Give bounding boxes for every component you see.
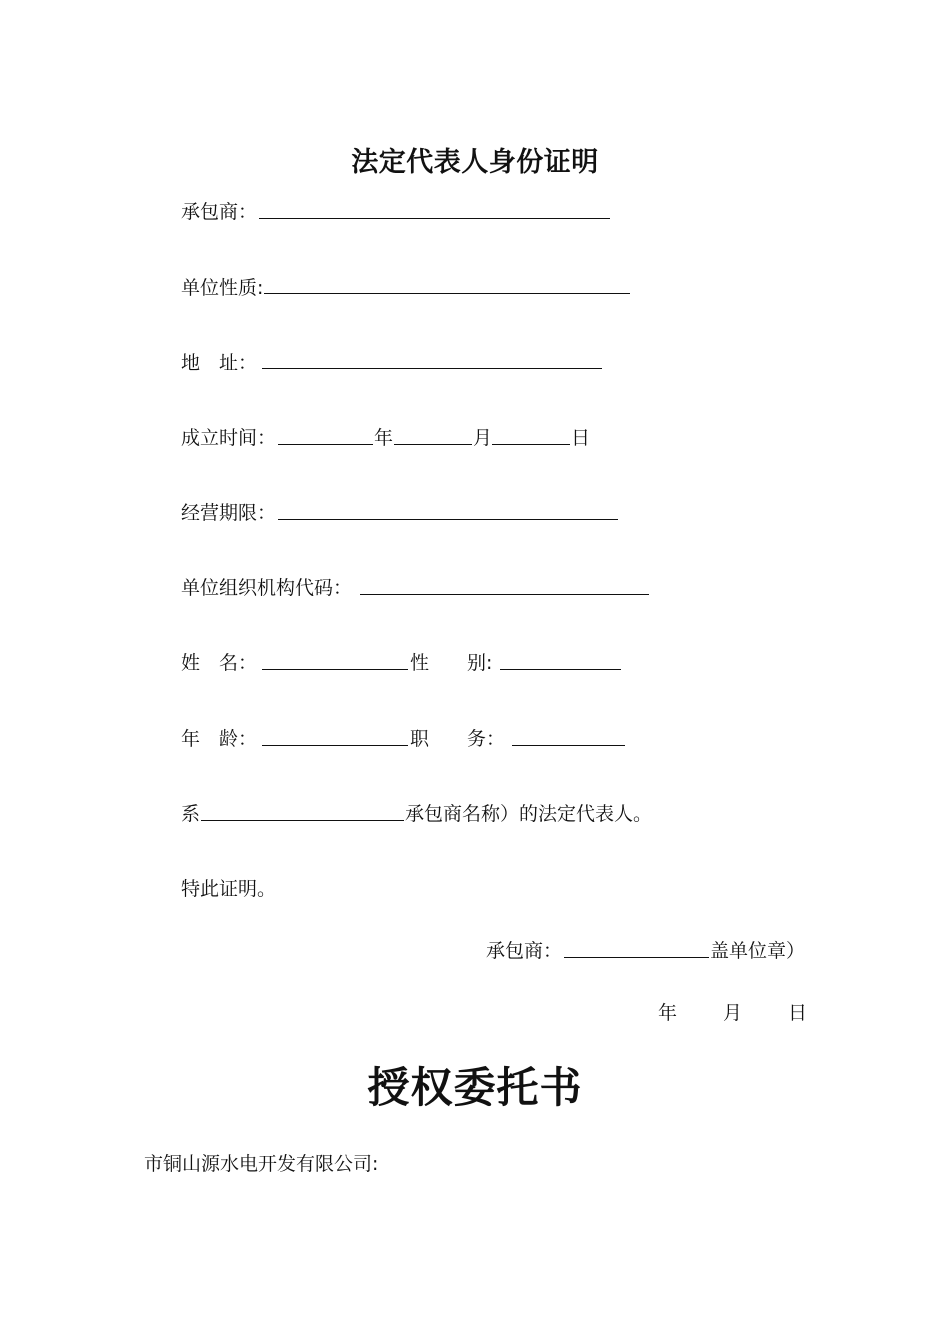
date-day-label: 日 — [788, 1002, 808, 1024]
position-field[interactable] — [512, 745, 625, 746]
hereby-certify-text: 特此证明。 — [181, 878, 277, 900]
org-code-label: 单位组织机构代码： — [181, 577, 353, 599]
page-title: 法定代表人身份证明 — [351, 147, 599, 178]
section-title-authorization: 授权委托书 — [367, 1063, 583, 1112]
age-label: 年 龄： — [181, 728, 258, 750]
contractor-name-field[interactable] — [201, 820, 404, 821]
established-day-field[interactable] — [492, 444, 570, 445]
address-label: 地 址： — [181, 352, 258, 374]
sign-contractor-label: 承包商： — [486, 940, 563, 962]
established-month-unit: 月 — [473, 427, 493, 449]
unit-nature-field[interactable] — [264, 293, 630, 294]
org-code-field[interactable] — [360, 594, 649, 595]
gender-label: 性 别: — [410, 652, 493, 674]
contractor-field[interactable] — [259, 218, 610, 219]
unit-nature-label: 单位性质: — [181, 277, 264, 299]
established-month-field[interactable] — [394, 444, 472, 445]
established-year-unit: 年 — [374, 427, 394, 449]
name-label: 姓 名： — [181, 652, 258, 674]
gender-field[interactable] — [500, 669, 621, 670]
seal-note: 盖单位章） — [710, 940, 806, 962]
addressee-text: 市铜山源水电开发有限公司: — [144, 1153, 379, 1175]
business-term-label: 经营期限： — [181, 502, 277, 524]
name-field[interactable] — [262, 669, 408, 670]
age-field[interactable] — [262, 745, 408, 746]
position-label: 职 务： — [410, 728, 506, 750]
sign-contractor-field[interactable] — [564, 957, 709, 958]
date-month-label: 月 — [723, 1002, 743, 1024]
relation-suffix: 承包商名称）的法定代表人。 — [405, 803, 653, 825]
business-term-field[interactable] — [278, 519, 618, 520]
date-year-label: 年 — [658, 1002, 678, 1024]
established-label: 成立时间： — [181, 427, 277, 449]
relation-prefix: 系 — [181, 803, 201, 825]
address-field[interactable] — [262, 368, 602, 369]
established-year-field[interactable] — [278, 444, 373, 445]
established-day-unit: 日 — [571, 427, 591, 449]
contractor-label: 承包商： — [181, 201, 258, 223]
